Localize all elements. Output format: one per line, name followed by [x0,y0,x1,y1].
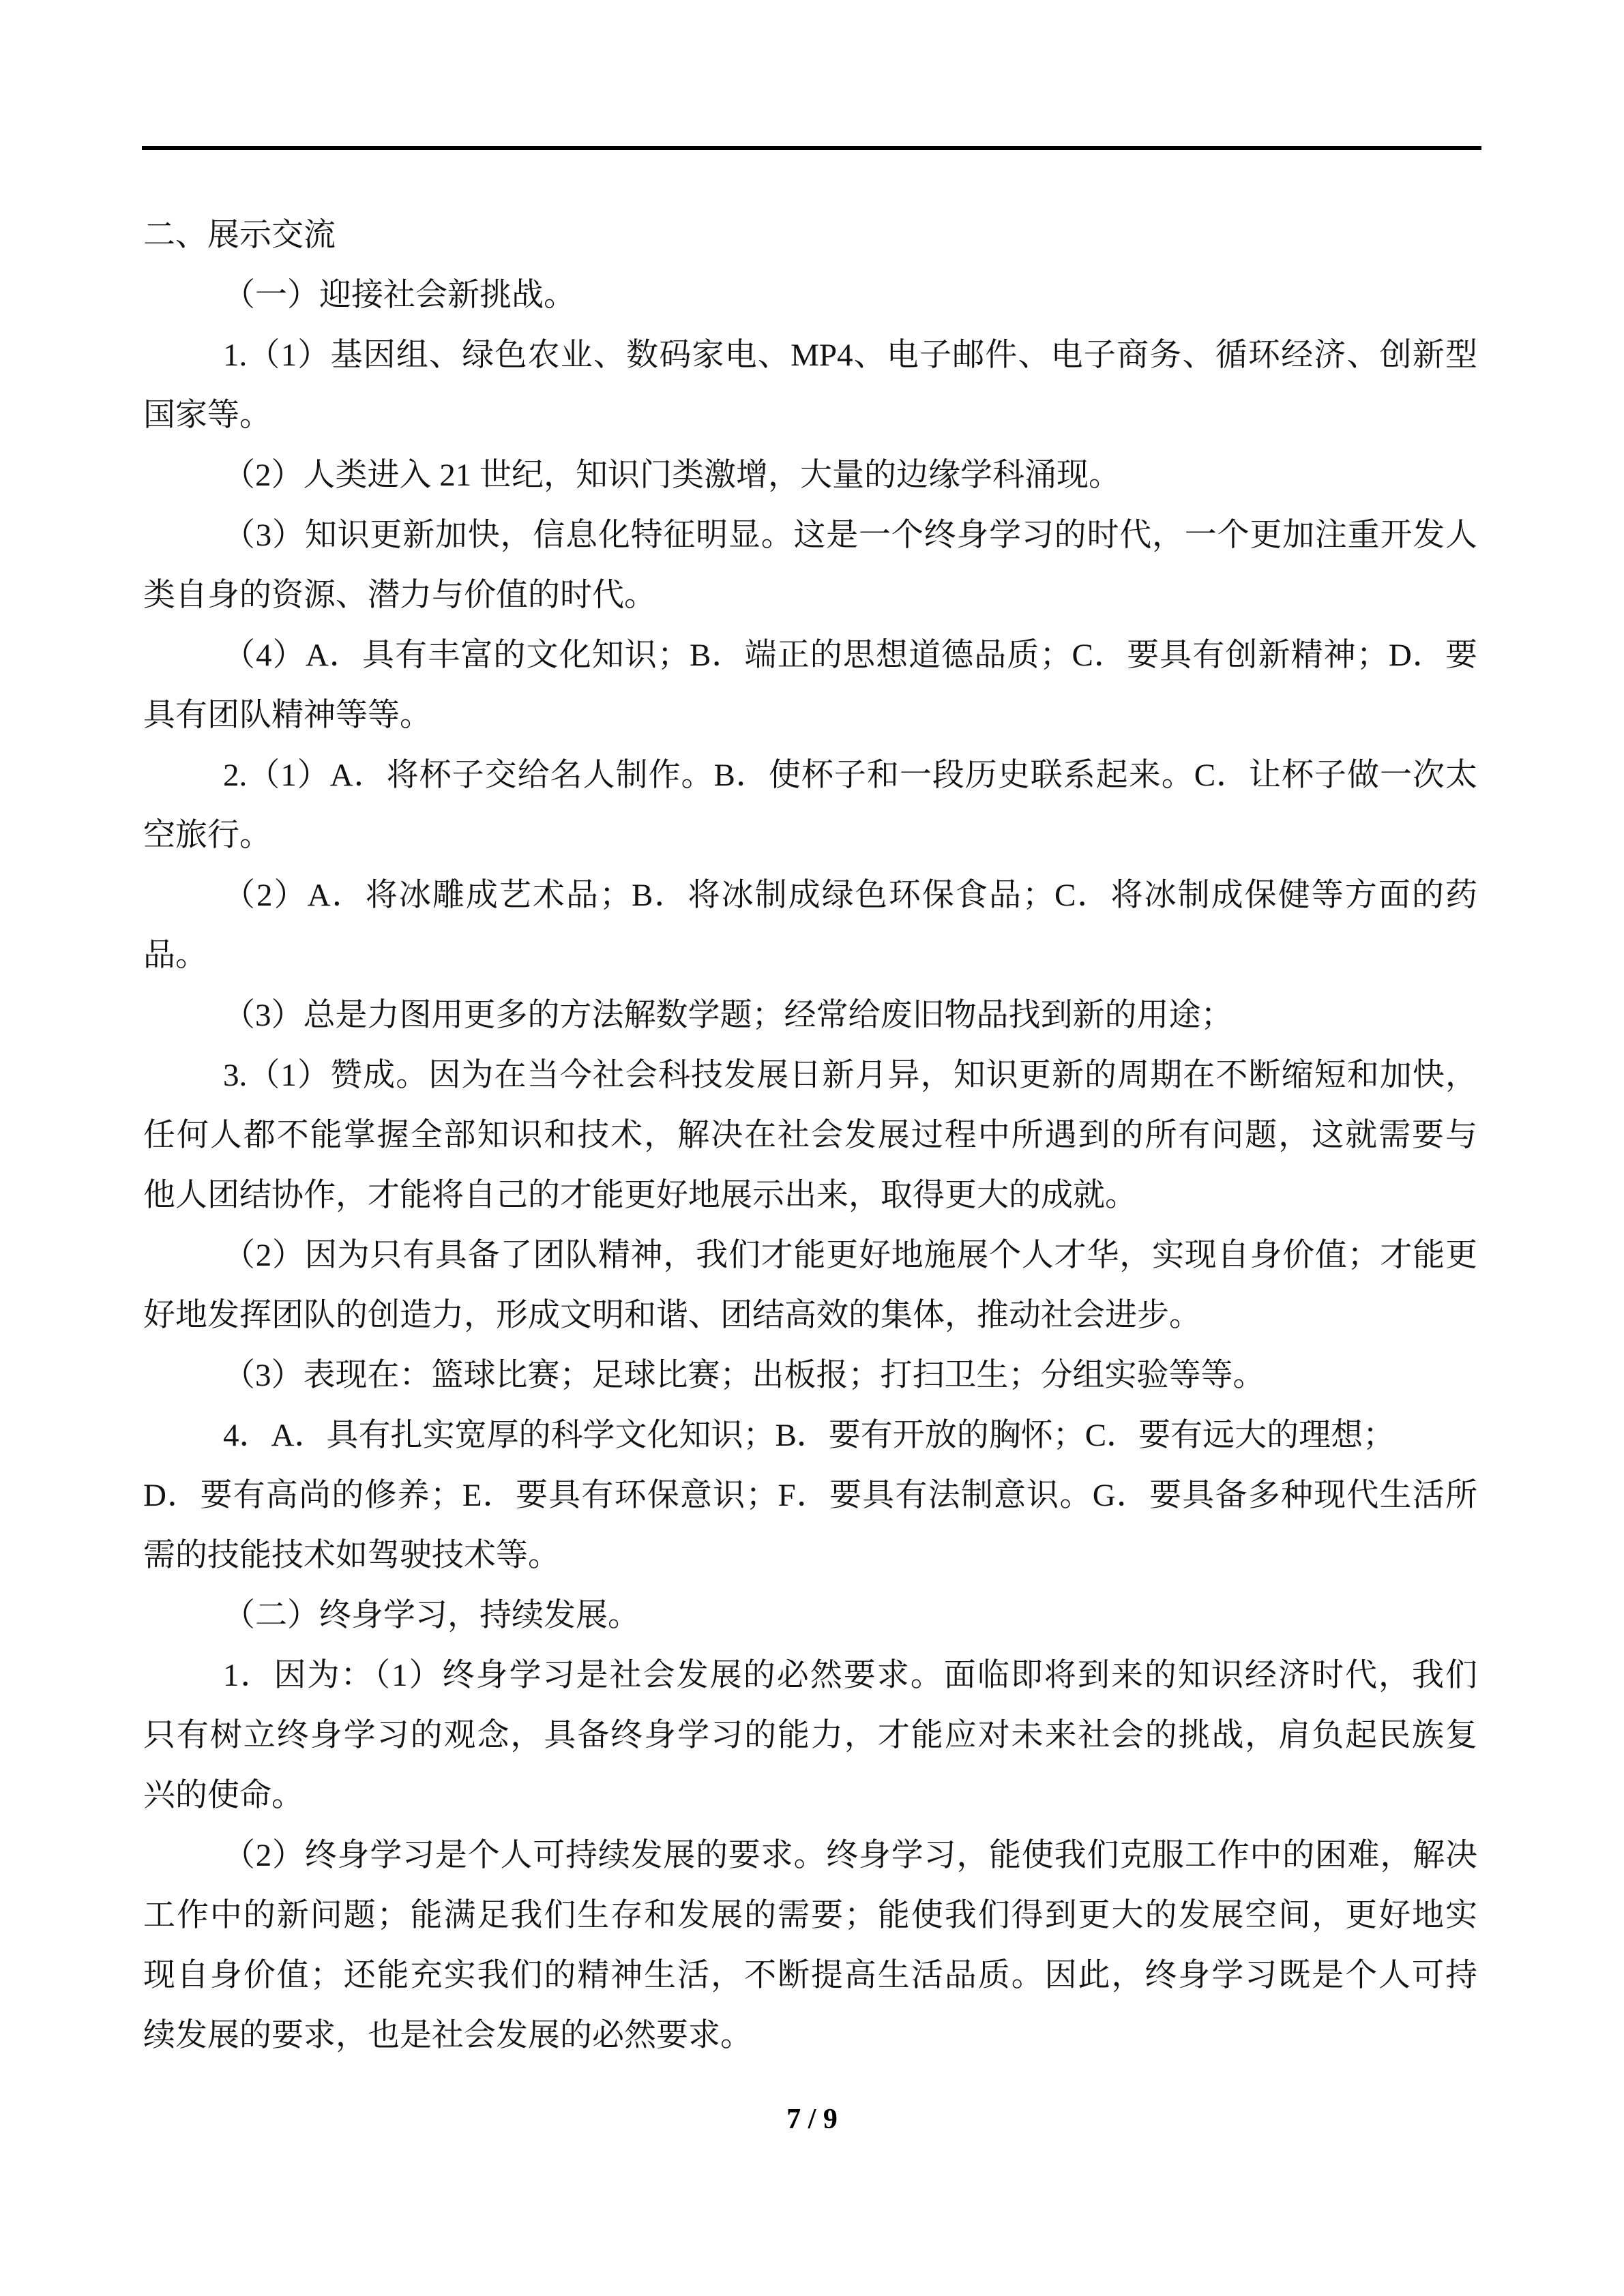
page-number: 7 / 9 [786,2104,838,2135]
text-line: 2.（1）A．将杯子交给名人制作。B．使杯子和一段历史联系起来。C．让杯子做一次太 [223,758,1477,793]
section-title: 二、展示交流 [143,218,336,253]
text-line: 1.（1）基因组、绿色农业、数码家电、MP4、电子邮件、电子商务、循环经济、创新型 [223,338,1477,373]
text-line: （4）A．具有丰富的文化知识；B．端正的思想道德品质；C．要具有创新精神；D．要 [223,638,1477,673]
text-line: 1．因为：（1）终身学习是社会发展的必然要求。面临即将到来的知识经济时代，我们 [223,1658,1477,1693]
text-line: 类自身的资源、潜力与价值的时代。 [143,578,656,613]
text-line: 3.（1）赞成。因为在当今社会科技发展日新月异，知识更新的周期在不断缩短和加快， [223,1058,1477,1093]
text-line: 4．A．具有扎实宽厚的科学文化知识；B．要有开放的胸怀；C．要有远大的理想； [223,1418,1396,1453]
text-line: 兴的使命。 [143,1778,304,1813]
text-line: 任何人都不能掌握全部知识和技术，解决在社会发展过程中所遇到的所有问题，这就需要与 [143,1118,1477,1153]
text-line: 他人团结协作，才能将自己的才能更好地展示出来，取得更大的成就。 [143,1178,1137,1213]
text-line: （3）总是力图用更多的方法解数学题；经常给废旧物品找到新的用途； [223,998,1233,1033]
text-line: （2）终身学习是个人可持续发展的要求。终身学习，能使我们克服工作中的困难，解决 [223,1838,1477,1873]
text-line: 需的技能技术如驾驶技术等。 [143,1538,560,1573]
text-line: （二）终身学习，持续发展。 [223,1598,640,1633]
text-line: 品。 [143,938,207,973]
text-line: 好地发挥团队的创造力，形成文明和谐、团结高效的集体，推动社会进步。 [143,1298,1201,1333]
document-body [143,205,1477,2066]
text-line: 工作中的新问题；能满足我们生存和发展的需要；能使我们得到更大的发展空间，更好地实 [143,1898,1477,1933]
text-line: 续发展的要求，也是社会发展的必然要求。 [143,2018,752,2053]
text-line: 空旅行。 [143,818,271,853]
text-line: 具有团队精神等等。 [143,698,432,733]
text-line: （3）表现在：篮球比赛；足球比赛；出板报；打扫卫生；分组实验等等。 [223,1358,1265,1393]
text-line: （一）迎接社会新挑战。 [223,278,576,313]
text-line: 只有树立终身学习的观念，具备终身学习的能力，才能应对未来社会的挑战，肩负起民族复 [143,1718,1477,1753]
text-line: D．要有高尚的修养；E．要具有环保意识；F．要具有法制意识。G．要具备多种现代生活所 [143,1478,1477,1513]
text-line: （2）因为只有具备了团队精神，我们才能更好地施展个人才华，实现自身价值；才能更 [223,1238,1477,1273]
text-line: （2）人类进入 21 世纪，知识门类激增，大量的边缘学科涌现。 [223,458,1121,493]
text-line: （2）A．将冰雕成艺术品；B．将冰制成绿色环保食品；C．将冰制成保健等方面的药 [223,878,1477,913]
text-line: （3）知识更新加快，信息化特征明显。这是一个终身学习的时代，一个更加注重开发人 [223,518,1477,553]
header-rule [142,146,1481,150]
text-line: 国家等。 [143,398,271,433]
text-line: 现自身价值；还能充实我们的精神生活，不断提高生活品质。因此，终身学习既是个人可持 [143,1958,1477,1993]
